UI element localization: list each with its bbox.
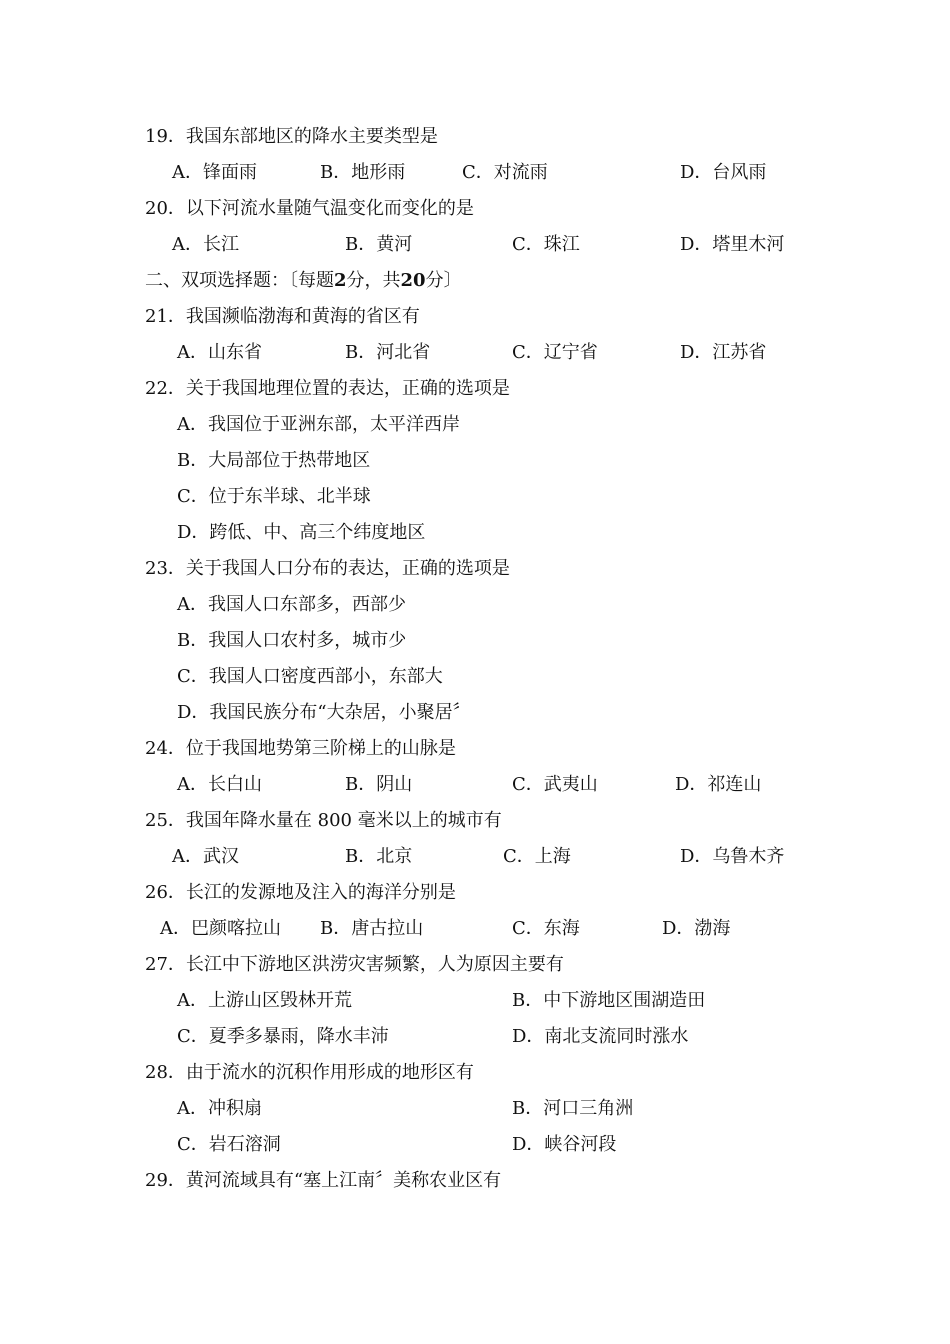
question-28-stem: 28．由于流水的沉积作用形成的地形区有 (145, 1062, 474, 1083)
question-26-option-c: C．东海 (512, 918, 580, 939)
question-25-option-b: B．北京 (345, 846, 413, 867)
question-23-stem: 23．关于我国人口分布的表达，正确的选项是 (145, 558, 510, 579)
question-26-option-a: A．巴颜喀拉山 (160, 918, 281, 939)
question-19-option-a: A．锋面雨 (172, 162, 257, 183)
question-22-option-c: C．位于东半球、北半球 (177, 486, 371, 507)
question-19-stem: 19．我国东部地区的降水主要类型是 (145, 126, 438, 147)
question-21-option-b: B．河北省 (345, 342, 431, 363)
question-27-option-c: C．夏季多暴雨，降水丰沛 (177, 1026, 389, 1047)
question-22-stem: 22．关于我国地理位置的表达，正确的选项是 (145, 378, 510, 399)
question-25-option-d: D．乌鲁木齐 (680, 846, 785, 867)
question-28-option-a: A．冲积扇 (177, 1098, 262, 1119)
question-20-option-d: D．塔里木河 (680, 234, 785, 255)
question-24-stem: 24．位于我国地势第三阶梯上的山脉是 (145, 738, 456, 759)
question-19-option-d: D．台风雨 (680, 162, 767, 183)
question-19-option-b: B．地形雨 (320, 162, 406, 183)
question-22-option-b: B．大局部位于热带地区 (177, 450, 371, 471)
question-26-stem: 26．长江的发源地及注入的海洋分别是 (145, 882, 456, 903)
question-27-option-a: A．上游山区毁林开荒 (177, 990, 352, 1011)
question-21-option-d: D．江苏省 (680, 342, 767, 363)
question-20-option-a: A．长江 (172, 234, 239, 255)
question-26-option-b: B．唐古拉山 (320, 918, 424, 939)
question-28-option-b: B．河口三角洲 (512, 1098, 634, 1119)
question-27-option-d: D．南北支流同时涨水 (512, 1026, 689, 1047)
question-28-option-c: C．岩石溶洞 (177, 1134, 281, 1155)
question-23-option-d: D．我国民族分布“大杂居，小聚居〞 (177, 702, 471, 723)
question-24-option-c: C．武夷山 (512, 774, 598, 795)
question-19-option-c: C．对流雨 (462, 162, 548, 183)
question-21-option-a: A．山东省 (177, 342, 262, 363)
question-29-stem: 29．黄河流域具有“塞上江南〞美称农业区有 (145, 1170, 502, 1191)
question-24-option-a: A．长白山 (177, 774, 262, 795)
question-26-option-d: D．渤海 (662, 918, 731, 939)
question-20-option-b: B．黄河 (345, 234, 413, 255)
question-25-option-c: C．上海 (503, 846, 571, 867)
section-2-points-each: 2 (334, 270, 347, 291)
question-23-option-b: B．我国人口农村多，城市少 (177, 630, 407, 651)
section-2-points-total: 20 (400, 270, 426, 291)
question-27-stem: 27．长江中下游地区洪涝灾害频繁，人为原因主要有 (145, 954, 564, 975)
section-2-prefix: 二、双项选择题：〔每题 (145, 270, 334, 291)
question-20-stem: 20．以下河流水量随气温变化而变化的是 (145, 198, 474, 219)
question-24-option-d: D．祁连山 (675, 774, 762, 795)
question-22-option-a: A．我国位于亚洲东部，太平洋西岸 (177, 414, 460, 435)
question-21-option-c: C．辽宁省 (512, 342, 598, 363)
section-2-mid: 分，共 (346, 270, 401, 291)
section-2-heading (145, 269, 462, 293)
question-25-option-a: A．武汉 (172, 846, 239, 867)
question-27-option-b: B．中下游地区围湖造田 (512, 990, 706, 1011)
question-28-option-d: D．峡谷河段 (512, 1134, 617, 1155)
question-21-stem: 21．我国濒临渤海和黄海的省区有 (145, 306, 420, 327)
question-25-stem: 25．我国年降水量在 800 毫米以上的城市有 (145, 810, 502, 831)
question-22-option-d: D．跨低、中、高三个纬度地区 (177, 522, 426, 543)
question-24-option-b: B．阴山 (345, 774, 413, 795)
question-20-option-c: C．珠江 (512, 234, 580, 255)
question-23-option-c: C．我国人口密度西部小，东部大 (177, 666, 443, 687)
question-23-option-a: A．我国人口东部多，西部少 (177, 594, 406, 615)
section-2-suffix: 分〕 (425, 270, 462, 291)
